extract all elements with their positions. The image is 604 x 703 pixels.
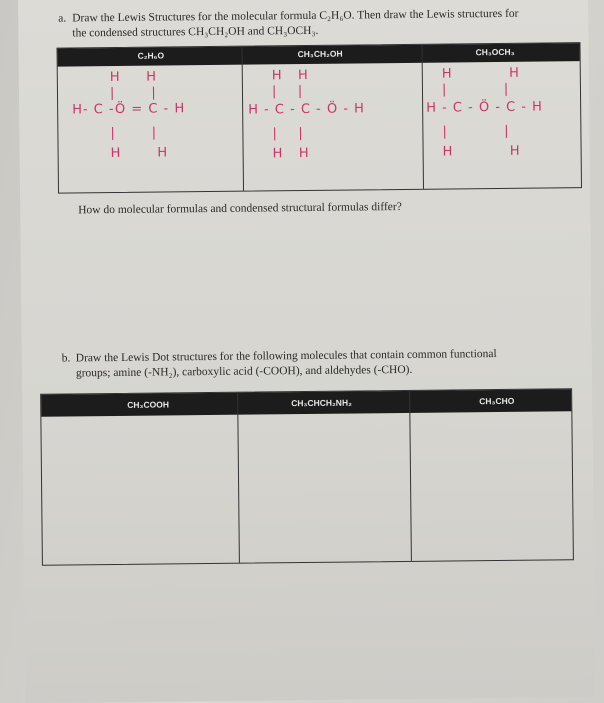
differ-question: How do molecular formulas and condensed structural formulas differ?	[78, 200, 402, 217]
table-b-divider-1	[237, 393, 240, 563]
hand-line: H- C -Ö = C - H	[72, 101, 186, 118]
question-a-line1: Draw the Lewis Structures for the molecular formula C₂H₆O. Then draw the Lewis structures for	[72, 7, 519, 25]
hand-line: H H	[442, 143, 521, 160]
hand-line: H - C - Ö - C - H	[426, 99, 543, 116]
hand-line: | |	[441, 81, 510, 98]
table-b-header-1: CH₃COOH	[127, 399, 170, 410]
question-b-line2: groups; amine (-NH₂), carboxylic acid (-COOH), and aldehydes (-CHO).	[75, 363, 413, 380]
table-a-header-3: CH₃OCH₃	[475, 46, 515, 58]
table-a-divider-1	[242, 47, 245, 191]
question-a	[58, 6, 558, 41]
hand-line: H H	[272, 145, 310, 162]
table-a-header-2: CH₃CH₂OH	[297, 48, 343, 60]
question-b	[62, 346, 572, 381]
question-a-line2: the condensed structures CH₃CH₂OH and CH₃OCH₃.	[72, 24, 319, 40]
table-b	[40, 388, 574, 566]
hand-line: | |	[271, 84, 304, 100]
hand-line: H H	[109, 69, 158, 86]
hand-line: H H	[441, 65, 520, 82]
hand-line: H - C - C - Ö - H	[248, 101, 366, 118]
hand-line: | |	[442, 123, 510, 140]
worksheet-page	[18, 0, 595, 703]
question-a-label: a.	[58, 12, 67, 25]
hand-line: | |	[110, 125, 158, 142]
table-b-header-2: CH₃CHCH₂NH₂	[291, 397, 352, 409]
hand-line: | |	[272, 126, 304, 142]
question-b-label: b.	[61, 352, 71, 365]
table-a-header-1: C₂H₆O	[137, 50, 165, 61]
hand-line: H H	[110, 145, 169, 162]
table-b-header	[41, 389, 571, 417]
table-a-divider-2	[421, 45, 424, 189]
hand-line: | |	[109, 85, 157, 102]
table-b-header-3: CH₃CHO	[479, 395, 515, 407]
table-a-header	[58, 43, 580, 66]
table-a	[57, 42, 583, 193]
table-b-divider-2	[409, 391, 412, 561]
question-b-line1: Draw the Lewis Dot structures for the following molecules that contain common functional	[75, 348, 497, 365]
hand-line: H H	[271, 67, 309, 84]
